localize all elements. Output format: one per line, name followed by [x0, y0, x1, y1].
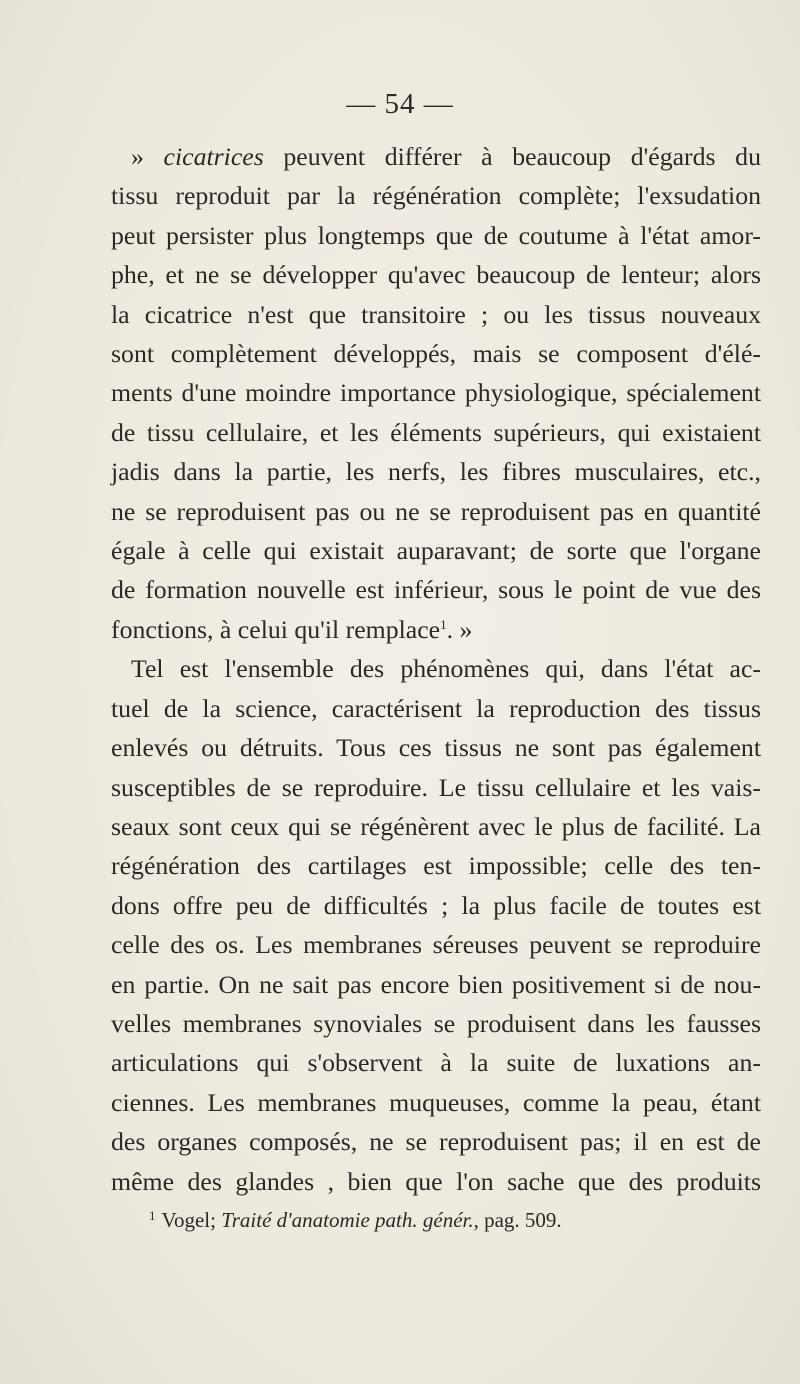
text-line: des organes composés, ne se reproduisent pas; il en est de [111, 1127, 761, 1157]
body-text [111, 137, 761, 1201]
text-line: » cicatrices peuvent différer à beaucoup d'égards du [131, 142, 761, 171]
footnote-marker: 1 [149, 1208, 156, 1223]
text-line: ne se reproduisent pas ou ne se reproduisent pas en quantité [111, 496, 761, 526]
footnote-page: , pag. 509. [473, 1208, 562, 1232]
text-line: celle des os. Les membranes séreuses peuvent se reproduire [111, 930, 761, 960]
text-line: sont complètement développés, mais se composent d'élé- [111, 339, 761, 369]
text-line: velles membranes synoviales se produisent dans les fausses [111, 1008, 761, 1038]
page-number: — 54 — [346, 88, 454, 120]
close-quote: . » [446, 614, 473, 644]
text-line: phe, et ne se développer qu'avec beaucoup de lenteur; alors [111, 260, 761, 290]
text-line: régénération des cartilages est impossible; celle des ten- [111, 851, 761, 881]
footnote-reference[interactable]: 1 [440, 616, 447, 632]
text-line: dons offre peu de difficultés ; la plus facile de toutes est [111, 890, 761, 920]
text-line: tissu reproduit par la régénération complète; l'exsudation [111, 181, 761, 211]
text-line: seaux sont ceux qui se régénèrent avec le plus de facilité. La [111, 811, 761, 841]
text-line: jadis dans la partie, les nerfs, les fibres musculaires, etc., [111, 457, 761, 487]
text-line: susceptibles de se reproduire. Le tissu cellulaire et les vais- [111, 772, 761, 802]
text-line: ciennes. Les membranes muqueuses, comme la peau, étant [111, 1087, 761, 1117]
text-line: égale à celle qui existait auparavant; de sorte que l'organe [111, 536, 761, 566]
text-line: en partie. On ne sait pas encore bien positivement si de nou- [111, 969, 761, 999]
text-line: la cicatrice n'est que transitoire ; ou les tissus nouveaux [111, 299, 761, 329]
text-line: peut persister plus longtemps que de coutume à l'état amor- [111, 220, 761, 250]
footnote [149, 1207, 562, 1233]
paragraph-cicatrices [111, 137, 761, 649]
text-line: fonctions, à celui qu'il remplace$^1$. » [111, 614, 473, 644]
footnote-author: Vogel; [161, 1208, 222, 1232]
text-line: même des glandes , bien que l'on sache que des produits [111, 1166, 761, 1196]
text-line: Tel est l'ensemble des phénomènes qui, dans l'état ac- [131, 654, 761, 684]
italic-term-cicatrices: cicatrices [163, 142, 264, 171]
text-line: ments d'une moindre importance physiologique, spécialement [111, 378, 761, 408]
text-line: tuel de la science, caractérisent la reproduction des tissus [111, 693, 761, 723]
text-line: enlevés ou détruits. Tous ces tissus ne sont pas également [111, 733, 761, 763]
paragraph-reproduction [111, 649, 761, 1201]
text-line: de tissu cellulaire, et les éléments supérieurs, qui existaient [111, 417, 761, 447]
open-quote: » [131, 142, 164, 171]
text-line: de formation nouvelle est inférieur, sous le point de vue des [111, 575, 761, 605]
footnote-title: Traité d'anatomie path. génér. [221, 1208, 474, 1232]
text-line: articulations qui s'observent à la suite de luxations an- [111, 1048, 761, 1078]
